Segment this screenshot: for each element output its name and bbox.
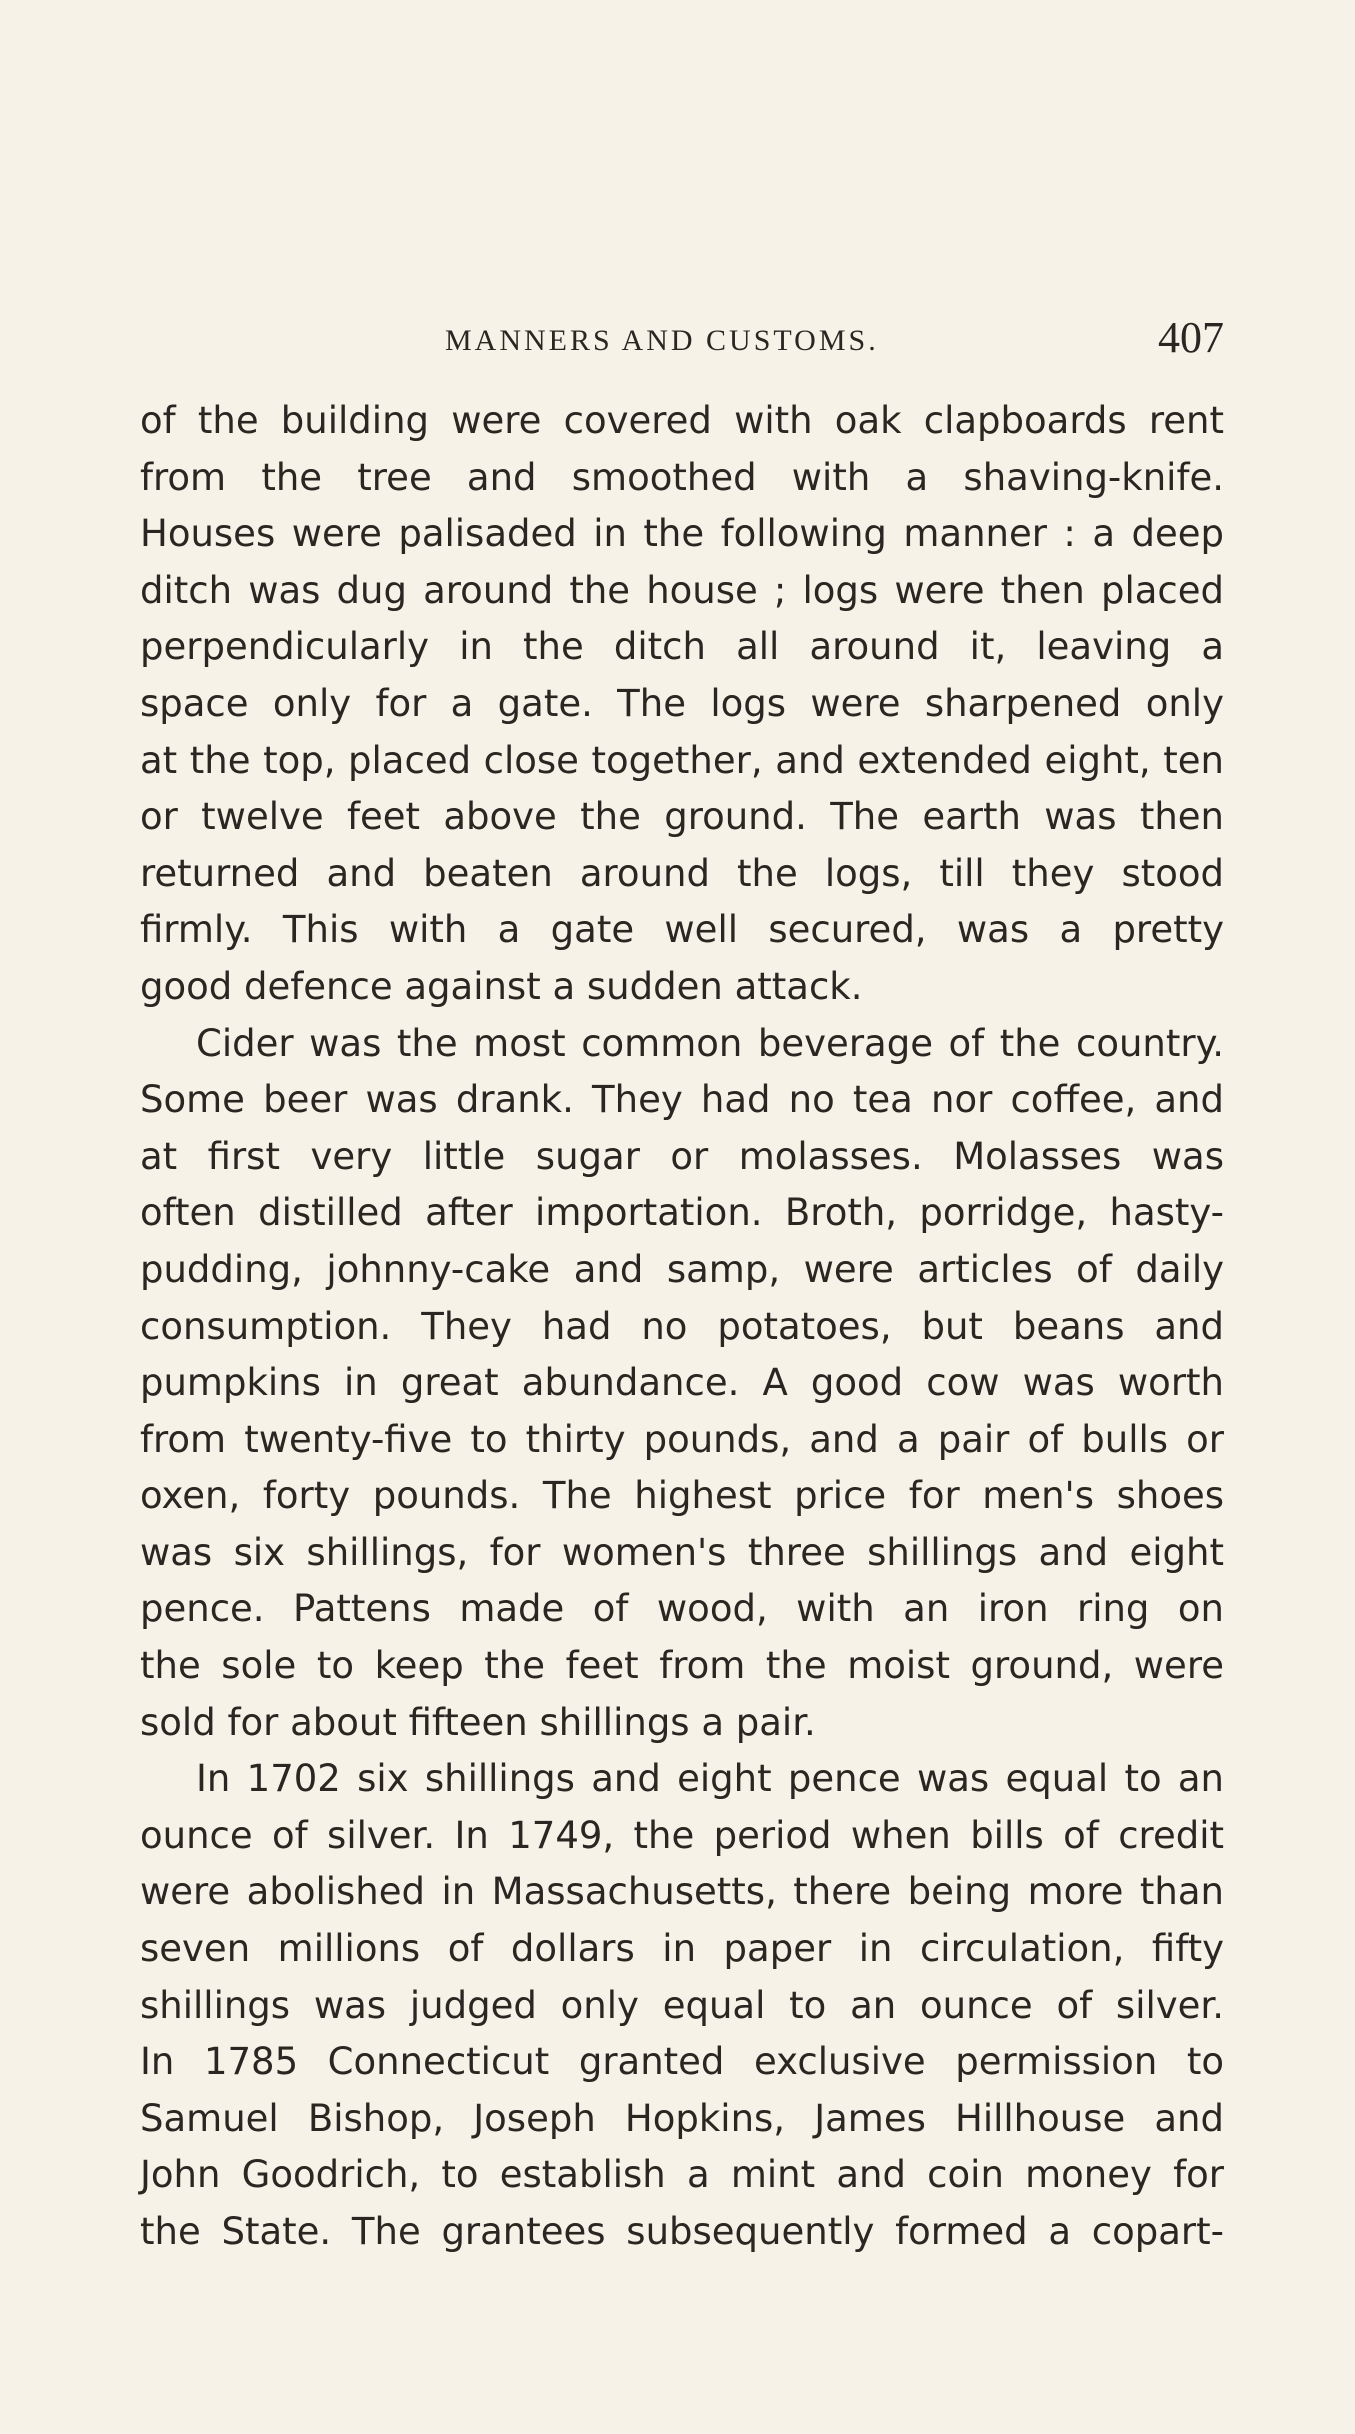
running-head (140, 313, 1224, 378)
text-line: the State. The grantees subsequently formed a copart- (140, 2210, 1224, 2253)
text-line: John Goodrich, to establish a mint and coin money for (140, 2153, 1224, 2197)
text-line: Some beer was drank. They had no tea nor coffee, and (140, 1078, 1224, 1122)
text-line: Houses were palisaded in the following manner : a deep (140, 512, 1224, 556)
text-line: of the building were covered with oak clapboards rent (140, 399, 1224, 442)
text-line: from the tree and smoothed with a shaving-knife. (140, 455, 1224, 499)
text-line: seven millions of dollars in paper in circulation, fifty (140, 1927, 1224, 1971)
text-line: sold for about fifteen shillings a pair. (140, 1700, 816, 1744)
text-line: pudding, johnny-cake and samp, were articles of daily (140, 1247, 1224, 1291)
text-line: from twenty-five to thirty pounds, and a pair of bulls or (140, 1417, 1224, 1461)
text-line: Samuel Bishop, Joseph Hopkins, James Hillhouse and (140, 2096, 1224, 2140)
text-line: returned and beaten around the logs, till they stood (140, 851, 1224, 895)
text-line: In 1785 Connecticut granted exclusive permission to (140, 2040, 1224, 2084)
body-text (140, 393, 1224, 2261)
text-line: space only for a gate. The logs were sharpened only (140, 681, 1224, 725)
text-line: shillings was judged only equal to an ounce of silver. (140, 1983, 1224, 2027)
text-line: ditch was dug around the house ; logs were then placed (140, 568, 1224, 612)
text-line: ounce of silver. In 1749, the period when bills of credit (140, 1813, 1224, 1857)
text-line: was six shillings, for women's three shillings and eight (140, 1530, 1224, 1574)
text-line: In 1702 six shillings and eight pence was equal to an (196, 1757, 1224, 1801)
text-line: the sole to keep the feet from the moist ground, were (140, 1644, 1224, 1688)
text-line: firmly. This with a gate well secured, was a pretty (140, 908, 1224, 952)
running-title: MANNERS AND CUSTOMS. (445, 324, 879, 357)
page-number: 407 (1158, 313, 1224, 362)
text-line: often distilled after importation. Broth, porridge, hasty- (140, 1191, 1224, 1235)
text-line: were abolished in Massachusetts, there being more than (140, 1870, 1224, 1914)
text-line: pence. Pattens made of wood, with an iron ring on (140, 1587, 1224, 1631)
text-line: good defence against a sudden attack. (140, 964, 863, 1008)
text-line: at the top, placed close together, and extended eight, ten (140, 738, 1224, 782)
text-line: at first very little sugar or molasses. Molasses was (140, 1134, 1224, 1178)
text-line: pumpkins in great abundance. A good cow was worth (140, 1361, 1224, 1405)
text-line: or twelve feet above the ground. The earth was then (140, 795, 1224, 839)
text-line: Cider was the most common beverage of the country. (196, 1021, 1224, 1065)
text-line: oxen, forty pounds. The highest price for men's shoes (140, 1474, 1224, 1518)
text-line: perpendicularly in the ditch all around it, leaving a (140, 625, 1224, 669)
text-line: consumption. They had no potatoes, but beans and (140, 1304, 1224, 1348)
